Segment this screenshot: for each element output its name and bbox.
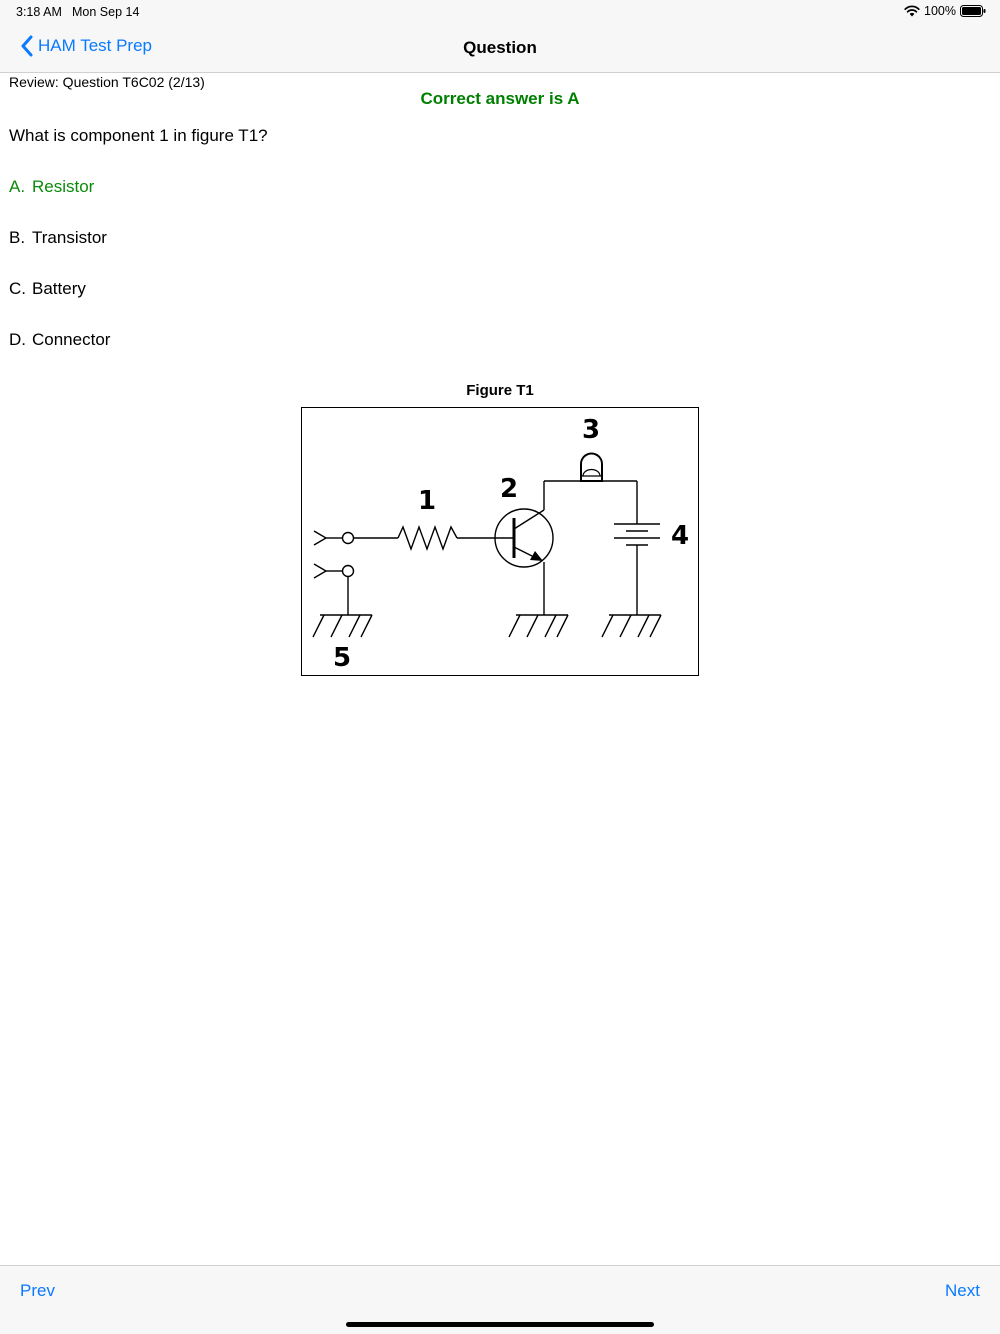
answer-c[interactable] xyxy=(9,279,86,299)
prev-button[interactable]: Prev xyxy=(20,1281,55,1300)
wifi-icon xyxy=(904,5,920,17)
back-button-label: HAM Test Prep xyxy=(38,36,153,55)
component-label-3: 3 xyxy=(581,415,601,445)
answer-a-letter: A. xyxy=(9,177,26,196)
answer-d-letter: D. xyxy=(9,330,26,349)
answer-d[interactable] xyxy=(9,330,110,350)
figure-title: Figure T1 xyxy=(466,382,534,399)
top-bars xyxy=(0,0,1000,73)
answer-a[interactable] xyxy=(9,177,94,197)
page-title: Question xyxy=(463,38,537,57)
answer-b-text: Transistor xyxy=(32,228,107,247)
correct-answer-message: Correct answer is A xyxy=(420,89,580,108)
bottom-toolbar xyxy=(0,1265,1000,1334)
resistor-symbol xyxy=(354,527,495,549)
circuit-schematic xyxy=(302,408,698,675)
status-date: Mon Sep 14 xyxy=(72,5,140,19)
question-text: What is component 1 in figure T1? xyxy=(9,126,268,145)
ground-symbol-left xyxy=(313,577,372,638)
answer-a-text: Resistor xyxy=(32,177,95,196)
ground-symbol-middle xyxy=(509,615,568,637)
battery-percent: 100% xyxy=(924,4,956,18)
input-connector xyxy=(314,531,354,578)
answer-c-text: Battery xyxy=(32,279,86,298)
answer-b[interactable] xyxy=(9,228,107,248)
battery-full-icon xyxy=(960,5,986,17)
lamp-symbol xyxy=(580,454,603,482)
figure-t1-diagram xyxy=(301,407,699,676)
home-indicator[interactable] xyxy=(346,1322,654,1327)
component-label-2: 2 xyxy=(499,474,519,504)
navigation-bar xyxy=(0,24,1000,72)
answer-d-text: Connector xyxy=(32,330,111,349)
status-right xyxy=(904,4,986,18)
component-label-4: 4 xyxy=(670,521,690,551)
answer-b-letter: B. xyxy=(9,228,26,247)
status-bar xyxy=(0,0,1000,24)
review-label: Review: Question T6C02 (2/13) xyxy=(9,74,205,90)
next-button[interactable]: Next xyxy=(945,1281,980,1300)
ground-symbol-right xyxy=(602,615,661,637)
answer-c-letter: C. xyxy=(9,279,26,298)
battery-symbol xyxy=(614,524,660,615)
status-time: 3:18 AM xyxy=(16,5,62,19)
component-label-5: 5 xyxy=(332,643,352,673)
component-label-1: 1 xyxy=(417,486,437,516)
